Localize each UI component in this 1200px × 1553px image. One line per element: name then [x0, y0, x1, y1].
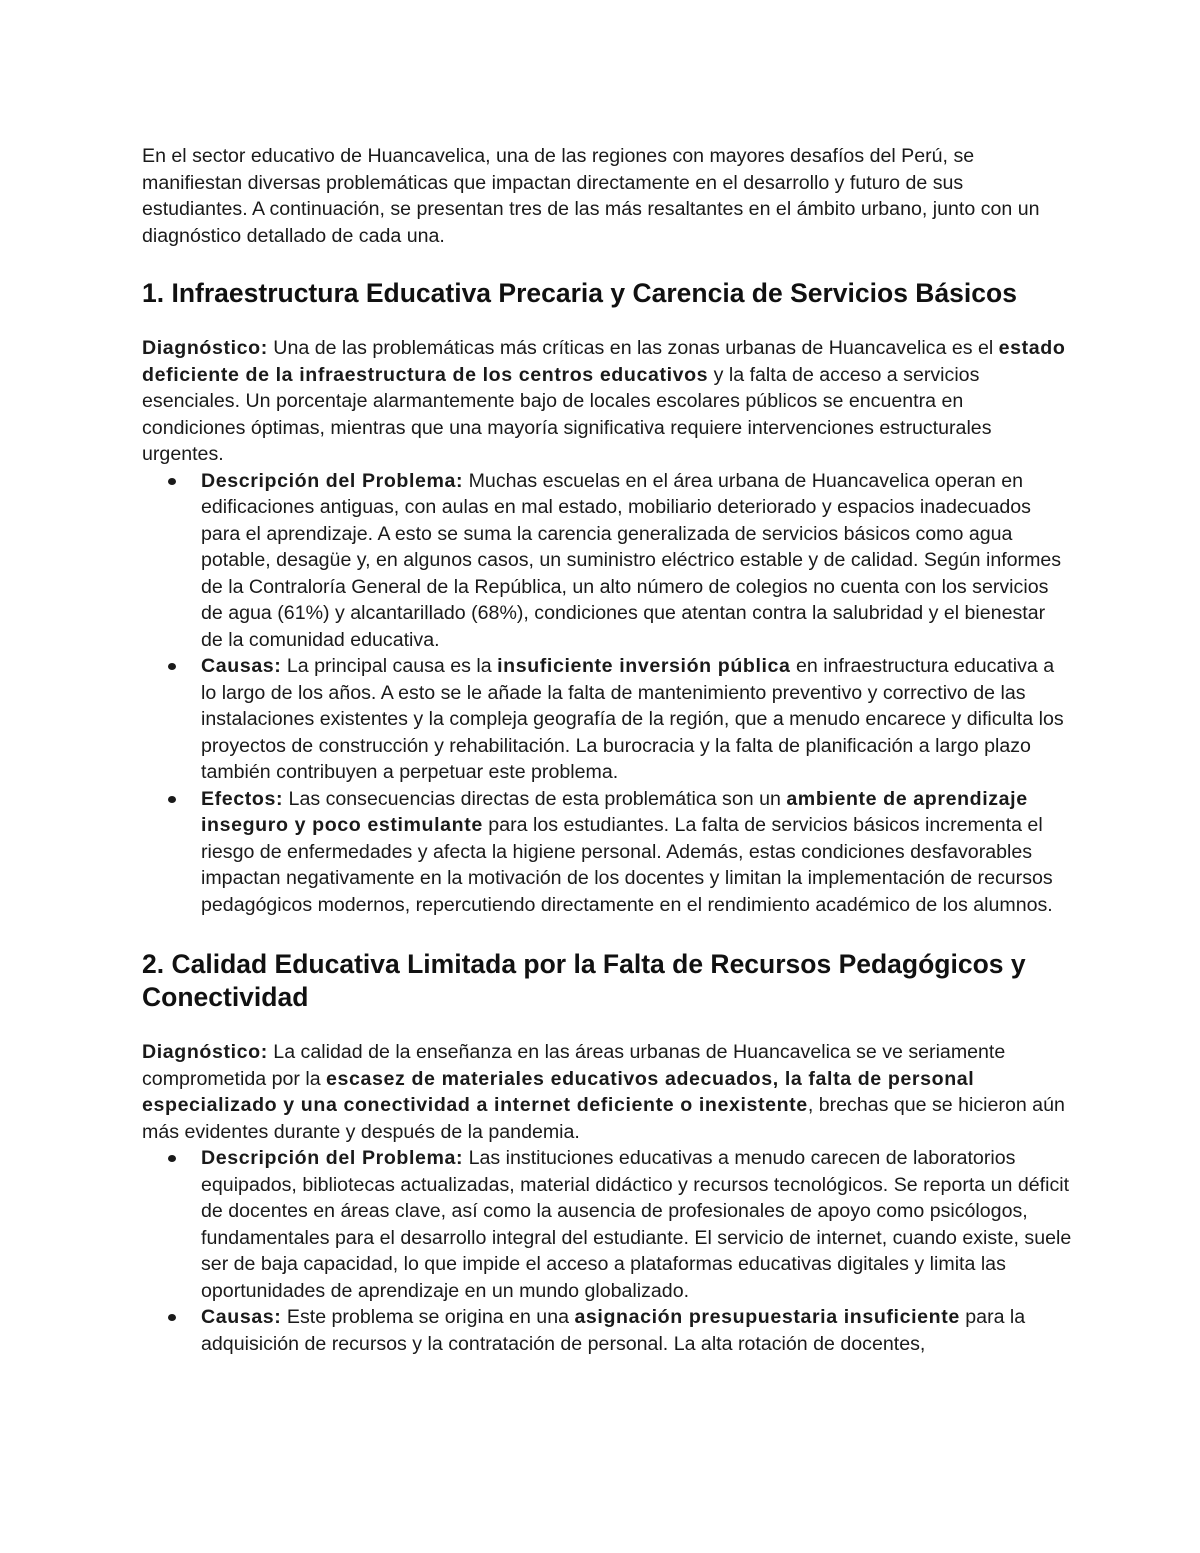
bullet-icon — [168, 796, 176, 803]
causas-text: en infraestructura educativa a lo largo de los años. A esto se le añade la falta de mantenimiento preventivo y correctivo de las instalaciones existentes y la compleja geografía de la región, que a menudo encarece y dificulta los proyectos de construcción y rehabilitación. La burocracia y la falta de planificación a largo plazo también contribuyen a perpetuar este problema. — [201, 655, 1064, 783]
diagnostico-emphasis: estado deficiente de la infraestructura de los centros educativos — [142, 337, 1066, 386]
diagnostico-text: y la falta de acceso a servicios esenciales. Un porcentaje alarmantemente bajo de locales escolares públicos se encuentra en condiciones óptimas, mientras que una mayoría significativa requiere intervenciones estructurales urgentes. — [142, 363, 992, 465]
list-item-causas — [142, 1304, 1072, 1357]
diagnostico-emphasis: escasez de materiales educativos adecuados, la falta de personal especializado y una conectividad a internet deficiente o inexistente — [142, 1067, 975, 1116]
section-1-diagnostico — [142, 335, 1072, 468]
diagnostico-label: Diagnóstico: — [142, 1041, 268, 1063]
section-2-heading: 2. Calidad Educativa Limitada por la Falta de Recursos Pedagógicos y Conectividad — [142, 949, 1026, 1012]
descripcion-label: Descripción del Problema: — [201, 1147, 464, 1169]
causas-label: Causas: — [201, 1306, 282, 1328]
bullet-icon — [168, 478, 176, 485]
section-2 — [142, 948, 1072, 1357]
causas-text: La principal causa es la — [281, 655, 498, 677]
bullet-icon — [168, 1314, 176, 1321]
diagnostico-text: La calidad de la enseñanza en las áreas urbanas de Huancavelica se ve seriamente comprometida por la — [142, 1041, 1006, 1090]
efectos-text: para los estudiantes. La falta de servicios básicos incrementa el riesgo de enfermedades y afecta la higiene personal. Además, estas condiciones desfavorables impactan negativamente en la motivación de los docentes y limitan la implementación de recursos pedagógicos modernos, repercutiendo directamente en el rendimiento académico de los alumnos. — [201, 814, 1053, 916]
list-item-descripcion — [142, 468, 1072, 654]
causas-label: Causas: — [201, 655, 282, 677]
section-1 — [142, 277, 1072, 918]
intro-paragraph: En el sector educativo de Huancavelica, una de las regiones con mayores desafíos del Perú, se manifiestan diversas problemáticas que impactan directamente en el desarrollo y futuro de sus estudiantes. A continuación, se presentan tres de las más resaltantes en el ámbito urbano, junto con un diagnóstico detallado de cada una. — [142, 145, 1040, 247]
list-item-efectos — [142, 786, 1072, 919]
section-2-diagnostico — [142, 1039, 1072, 1145]
efectos-emphasis: ambiente de aprendizaje inseguro y poco estimulante — [201, 787, 1028, 836]
list-item-causas — [142, 653, 1072, 786]
causas-emphasis: insuficiente inversión pública — [497, 655, 791, 677]
efectos-label: Efectos: — [201, 787, 284, 810]
descripcion-label: Descripción del Problema: — [201, 469, 464, 492]
causas-text: para la adquisición de recursos y la contratación de personal. La alta rotación de docentes, — [201, 1306, 1026, 1355]
bullet-icon — [168, 663, 176, 670]
descripcion-text: Las instituciones educativas a menudo carecen de laboratorios equipados, bibliotecas actualizadas, material didáctico y recursos tecnológicos. Se reporta un déficit de docentes en áreas clave, así como la ausencia de profesionales de apoyo como psicólogos, fundamentales para el desarrollo integral del estudiante. El servicio de internet, cuando existe, suele ser de baja capacidad, lo que impide el acceso a plataformas educativas digitales y limita las oportunidades de aprendizaje en un mundo globalizado. — [201, 1147, 1072, 1302]
descripcion-text: Muchas escuelas en el área urbana de Huancavelica operan en edificaciones antiguas, con aulas en mal estado, mobiliario deteriorado y espacios inadecuados para el aprendizaje. A esto se suma la carencia generalizada de servicios básicos como agua potable, desagüe y, en algunos casos, un suministro eléctrico estable y de calidad. Según informes de la Contraloría General de la República, un alto número de colegios no cuenta con los servicios de agua (61%) y alcantarillado (68%), condiciones que atentan contra la salubridad y el bienestar de la comunidad educativa. — [201, 469, 1062, 651]
section-2-list — [142, 1145, 1072, 1357]
bullet-icon — [168, 1155, 176, 1162]
causas-text: Este problema se origina en una — [281, 1306, 575, 1328]
diagnostico-text: Una de las problemáticas más críticas en las zonas urbanas de Huancavelica es el — [267, 337, 999, 359]
efectos-text: Las consecuencias directas de esta problemática son un — [283, 787, 787, 810]
document-page — [142, 143, 1072, 1357]
diagnostico-label: Diagnóstico: — [142, 337, 268, 359]
diagnostico-text: , brechas que se hicieron aún más evidentes durante y después de la pandemia. — [142, 1094, 1065, 1143]
section-1-heading: 1. Infraestructura Educativa Precaria y Carencia de Servicios Básicos — [142, 278, 1017, 308]
causas-emphasis: asignación presupuestaria insuficiente — [574, 1306, 960, 1328]
section-1-list — [142, 468, 1072, 919]
list-item-descripcion — [142, 1145, 1072, 1304]
